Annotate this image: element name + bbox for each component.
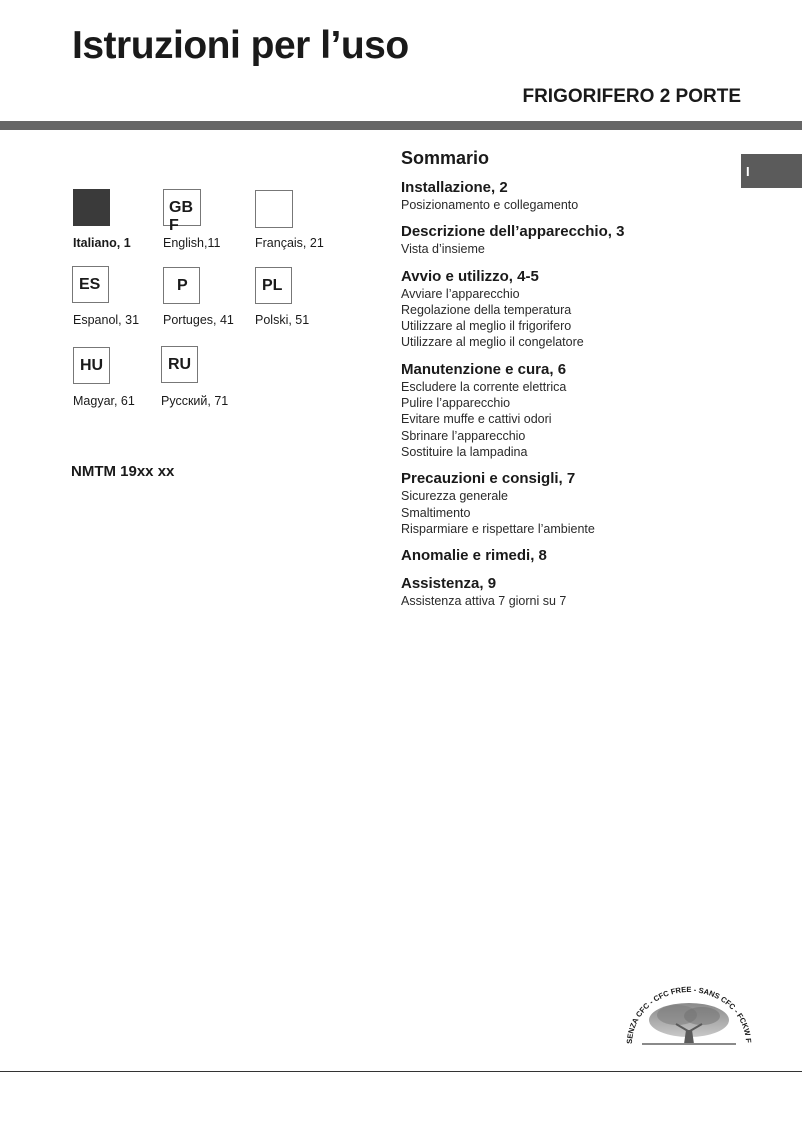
language-box-portuguese[interactable] [163,267,200,304]
toc-heading[interactable]: Anomalie e rimedi, 8 [401,547,547,565]
toc-item: Sostituire la lampadina [401,444,528,459]
toc-heading[interactable]: Avvio e utilizzo, 4-5 [401,267,539,285]
language-box-russian[interactable] [161,346,198,383]
language-label-italian[interactable]: Italiano, 1 [73,236,131,250]
language-code: RU [168,356,192,373]
toc-item: Assistenza attiva 7 giorni su 7 [401,594,567,609]
language-code: ES [79,276,101,293]
toc-item: Risparmiare e rispettare l’ambiente [401,521,595,536]
language-label-polish[interactable]: Polski, 51 [255,313,310,327]
toc-item: Evitare muffe e cattivi odori [401,412,552,427]
toc-heading[interactable]: Manutenzione e cura, 6 [401,360,567,378]
language-label-english[interactable]: English,11 [163,236,221,250]
toc-heading[interactable]: Precauzioni e consigli, 7 [401,470,576,488]
language-box-english-french[interactable] [163,189,201,234]
language-label-russian[interactable]: Русский, 71 [161,394,229,408]
document-subtitle: FRIGORIFERO 2 PORTE [522,86,741,107]
toc-item: Posizionamento e collegamento [401,198,579,212]
toc-section-start-and-use [401,268,721,351]
toc-section-maintenance [401,361,721,460]
language-code: GB F [169,199,193,234]
toc-item: Utilizzare al meglio il congelatore [401,335,584,350]
table-of-contents [401,148,721,619]
toc-section-installation [401,179,721,213]
toc-item: Vista d’insieme [401,242,485,257]
toc-section-assistance [401,575,721,609]
footer-divider [0,1071,802,1072]
language-box-spanish[interactable] [72,266,109,303]
toc-heading[interactable]: Installazione, 2 [401,179,508,196]
language-tab-italian[interactable] [741,154,802,188]
language-label-spanish[interactable]: Espanol, 31 [73,313,140,327]
header-divider [0,121,802,130]
toc-section-precautions [401,470,721,537]
cfc-free-logo [622,984,756,1050]
language-box-polish[interactable] [255,267,292,304]
toc-item: Regolazione della temperatura [401,302,572,317]
toc-item: Utilizzare al meglio il frigorifero [401,319,572,334]
toc-heading[interactable]: Assistenza, 9 [401,575,497,593]
model-number: NMTM 19xx xx [71,463,175,480]
toc-section-description [401,223,721,257]
toc-item: Escludere la corrente elettrica [401,379,567,394]
language-code: HU [80,357,104,374]
language-box-italian[interactable] [73,189,110,226]
language-label-portuguese[interactable]: Portuges, 41 [163,313,234,327]
toc-title: Sommario [401,148,490,168]
language-box-hungarian[interactable] [73,347,110,384]
toc-heading[interactable]: Descrizione dell’apparecchio, 3 [401,223,625,241]
toc-item: Avviare l’apparecchio [401,286,520,301]
language-code: P [177,277,188,294]
toc-item: Sicurezza generale [401,489,509,504]
logo-arc-text: SENZA CFC - CFC FREE - SANS CFC - FCKW F [624,984,754,1045]
language-box-french[interactable] [255,190,293,228]
toc-item: Smaltimento [401,505,471,520]
language-label-french[interactable]: Français, 21 [255,236,324,250]
language-label-hungarian[interactable]: Magyar, 61 [73,394,135,408]
toc-section-troubleshooting [401,547,721,565]
language-tab-label: I [746,164,750,179]
document-title: Istruzioni per l’uso [72,24,409,67]
tree-icon [622,984,756,1050]
toc-item: Sbrinare l’apparecchio [401,428,526,443]
language-code: PL [262,277,283,294]
toc-item: Pulire l’apparecchio [401,396,511,411]
